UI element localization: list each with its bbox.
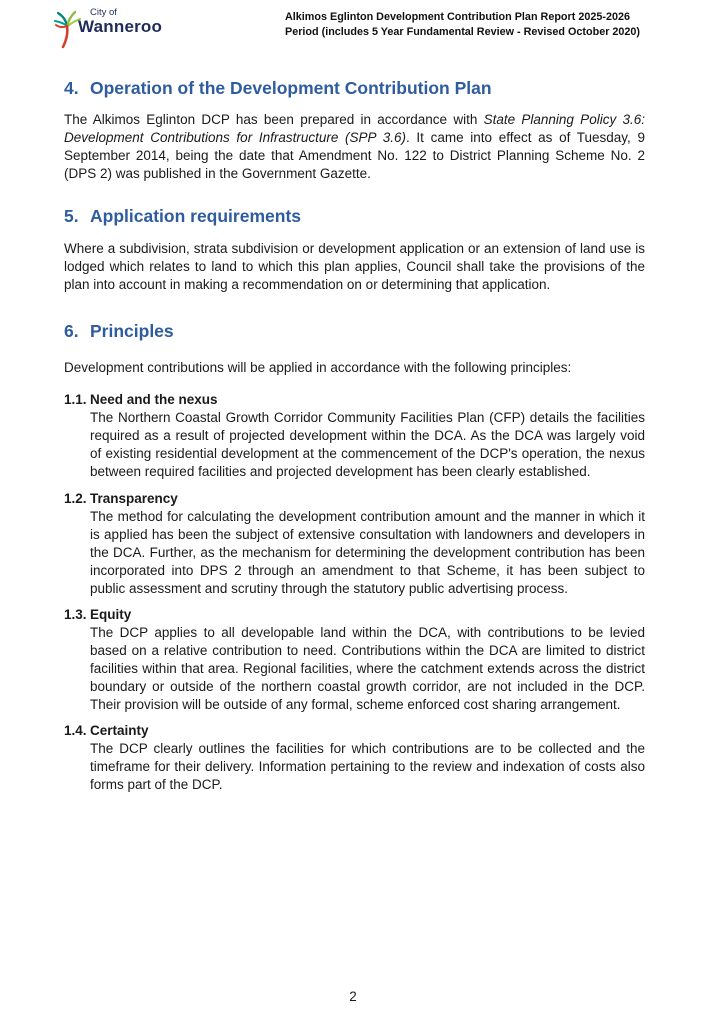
principle-title: Need and the nexus bbox=[90, 392, 218, 407]
section-number: 6. bbox=[64, 321, 79, 341]
section-number: 4. bbox=[64, 78, 79, 98]
paragraph-text: The Alkimos Eglinton DCP has been prepared in accordance with bbox=[64, 112, 484, 127]
page-header bbox=[0, 0, 706, 58]
report-title bbox=[285, 10, 640, 39]
section-heading-6 bbox=[64, 321, 645, 342]
principle-transparency bbox=[64, 490, 645, 598]
document-content bbox=[0, 78, 706, 794]
section-title: Application requirements bbox=[90, 206, 302, 226]
page-number: 2 bbox=[349, 989, 357, 1004]
section-heading-4 bbox=[64, 78, 645, 99]
paragraph-text: . It came into effect as of Tuesday, 9 September 2014, being the date that Amendment No. 122 to District Planning Scheme No. 2 (DPS 2) was published in the Government Gazette. bbox=[64, 130, 645, 181]
report-title-line2: Period (includes 5 Year Fundamental Review - Revised October 2020) bbox=[285, 25, 641, 38]
section-title: Operation of the Development Contribution Plan bbox=[90, 78, 492, 98]
city-of-wanneroo-logo bbox=[54, 8, 162, 54]
section-title: Principles bbox=[90, 321, 174, 341]
section-4-paragraph bbox=[64, 111, 645, 183]
principle-certainty bbox=[64, 722, 645, 794]
principle-need-and-nexus bbox=[64, 391, 645, 481]
principle-body: The DCP clearly outlines the facilities for which contributions are to be collected and the timeframe for their delivery. Information pertaining to the review and indexation of costs also forms part of the DCP. bbox=[90, 741, 645, 792]
principle-body: The Northern Coastal Growth Corridor Community Facilities Plan (CFP) details the facilities required as a result of projected development within the DCA. As the DCA was largely void of existing residential development at the commencement of the DCP's operation, the nexus between required facilities and projected development has been clearly established. bbox=[90, 410, 645, 479]
logo-wanneroo: Wanneroo bbox=[78, 17, 163, 36]
principle-title: Transparency bbox=[90, 491, 178, 506]
principle-number: 1.4. bbox=[64, 723, 87, 738]
principle-equity bbox=[64, 606, 645, 714]
principle-body: The DCP applies to all developable land within the DCA, with contributions to be levied based on a relative contribution to need. Contributions within the DCA are limited to district facilities within that area. Regional facilities, where the catchment extends across the district boundary or outside of the northern coastal growth corridor, are not included in the DCP. Their provision will be outside of any formal, scheme enforced cost sharing arrangement. bbox=[90, 625, 645, 712]
principle-title: Certainty bbox=[90, 723, 149, 738]
principle-number: 1.3. bbox=[64, 607, 87, 622]
policy-reference-italic: State Planning Policy 3.6: Development Contributions for Infrastructure (SPP 3.6) bbox=[64, 112, 645, 145]
section-6-paragraph: Development contributions will be applied in accordance with the following principles: bbox=[64, 360, 572, 375]
logo-city-of: City of bbox=[90, 7, 117, 18]
logo-text bbox=[78, 8, 162, 36]
principle-number: 1.1. bbox=[64, 392, 87, 407]
section-heading-5 bbox=[64, 206, 645, 227]
principle-title: Equity bbox=[90, 607, 132, 622]
principle-body: The method for calculating the development contribution amount and the manner in which it is applied has been the subject of extensive consultation with landowners and developers in the DCA. Further, as the mechanism for determining the development contribution has been incorporated into DPS 2 through an amendment to that Scheme, it has been subject to public assessment and scrutiny through the statutory public advertising process. bbox=[90, 509, 645, 596]
principle-number: 1.2. bbox=[64, 491, 87, 506]
section-number: 5. bbox=[64, 206, 79, 226]
report-title-line1: Alkimos Eglinton Development Contribution Plan Report 2025-2026 bbox=[285, 11, 630, 23]
section-5-paragraph: Where a subdivision, strata subdivision or development application or an extension of land use is lodged which relates to land to which this plan applies, Council shall take the provisions of the plan into account in making a recommendation on or determining that application. bbox=[64, 241, 645, 292]
